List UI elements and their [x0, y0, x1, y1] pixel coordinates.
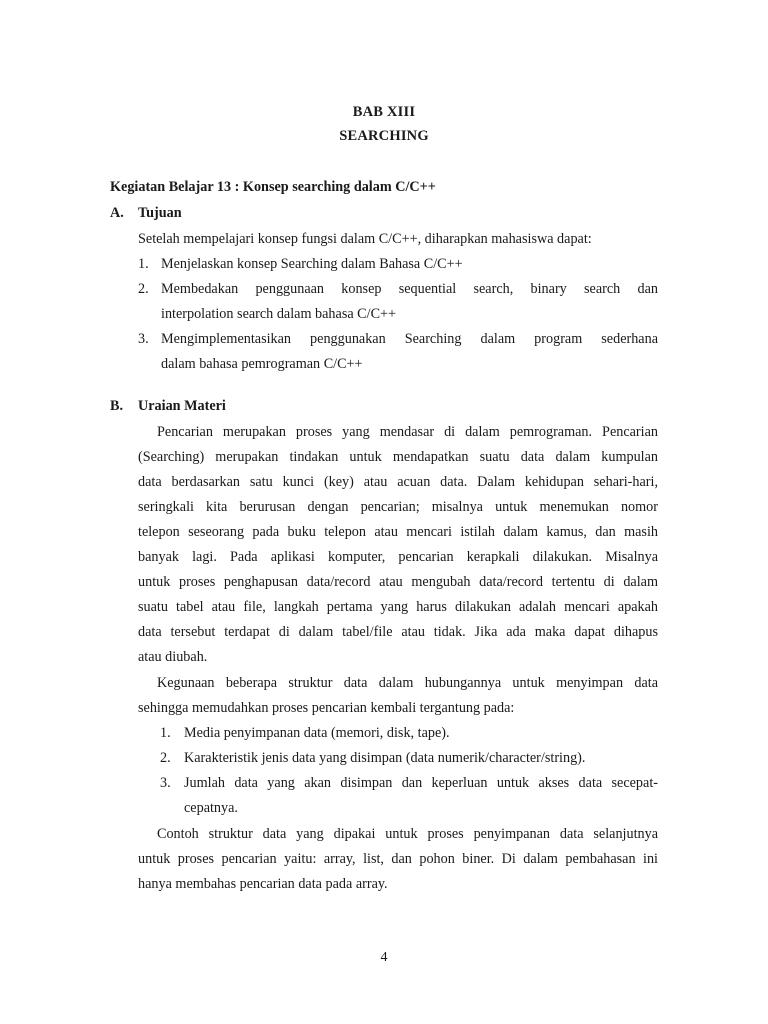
- objective-number: 1.: [138, 256, 149, 272]
- section-b-letter: B.: [110, 398, 124, 414]
- objective-text: Mengimplementasikan penggunakan Searching dalam program sederhana: [161, 331, 658, 347]
- paragraph-line: telepon seseorang pada buku telepon atau mencari istilah dalam kamus, dan masih: [138, 524, 658, 540]
- section-a-letter: A.: [110, 205, 124, 221]
- objective-number: 2.: [138, 281, 149, 297]
- list-number: 2.: [160, 750, 171, 766]
- paragraph-line: Pencarian merupakan proses yang mendasar di dalam pemrograman. Pencarian: [157, 424, 658, 440]
- paragraph-line: hanya membahas pencarian data pada array.: [138, 876, 388, 892]
- paragraph-line: untuk proses penghapusan data/record atau mengubah data/record tertentu di dalam: [138, 574, 658, 590]
- paragraph-line: (Searching) merupakan tindakan untuk mendapatkan suatu data dalam kumpulan: [138, 449, 658, 465]
- chapter-number: BAB XIII: [352, 104, 416, 120]
- list-number: 1.: [160, 725, 171, 741]
- paragraph-line: sehingga memudahkan proses pencarian kembali tergantung pada:: [138, 700, 515, 716]
- section-a-heading: Tujuan: [138, 205, 182, 221]
- paragraph-line: data tersebut terdapat di dalam tabel/file atau tidak. Jika ada maka dapat dihapus: [138, 624, 658, 640]
- section-a-intro: Setelah mempelajari konsep fungsi dalam C/C++, diharapkan mahasiswa dapat:: [138, 231, 592, 247]
- paragraph-line: atau diubah.: [138, 649, 208, 665]
- list-item-text: Karakteristik jenis data yang disimpan (data numerik/character/string).: [184, 750, 586, 766]
- list-item-text-continued: cepatnya.: [184, 800, 238, 816]
- objective-text-continued: interpolation search dalam bahasa C/C++: [161, 306, 397, 322]
- page-number: 4: [380, 950, 388, 965]
- paragraph-line: banyak lagi. Pada aplikasi komputer, pencarian kerapkali dilakukan. Misalnya: [138, 549, 658, 565]
- paragraph-line: data berdasarkan satu kunci (key) atau acuan data. Dalam kehidupan sehari-hari,: [138, 474, 658, 490]
- objective-text: Menjelaskan konsep Searching dalam Bahasa C/C++: [161, 256, 463, 272]
- list-number: 3.: [160, 775, 171, 791]
- list-item-text: Media penyimpanan data (memori, disk, tape).: [184, 725, 450, 741]
- list-item-text: Jumlah data yang akan disimpan dan keperluan untuk akses data secepat-: [184, 775, 658, 791]
- section-b-heading: Uraian Materi: [138, 398, 226, 414]
- paragraph-line: seringkali kita berurusan dengan pencarian; misalnya untuk menemukan nomor: [138, 499, 658, 515]
- paragraph-line: Contoh struktur data yang dipakai untuk proses penyimpanan data selanjutnya: [157, 826, 658, 842]
- objective-text: Membedakan penggunaan konsep sequential search, binary search dan: [161, 281, 658, 297]
- activity-heading: Kegiatan Belajar 13 : Konsep searching dalam C/C++: [110, 179, 436, 195]
- paragraph-line: Kegunaan beberapa struktur data dalam hubungannya untuk menyimpan data: [157, 675, 658, 691]
- objective-number: 3.: [138, 331, 149, 347]
- objective-text-continued: dalam bahasa pemrograman C/C++: [161, 356, 363, 372]
- paragraph-line: suatu tabel atau file, langkah pertama yang harus dilakukan adalah mencari apakah: [138, 599, 658, 615]
- paragraph-line: untuk proses pencarian yaitu: array, list, dan pohon biner. Di dalam pembahasan ini: [138, 851, 658, 867]
- chapter-title: SEARCHING: [339, 128, 429, 144]
